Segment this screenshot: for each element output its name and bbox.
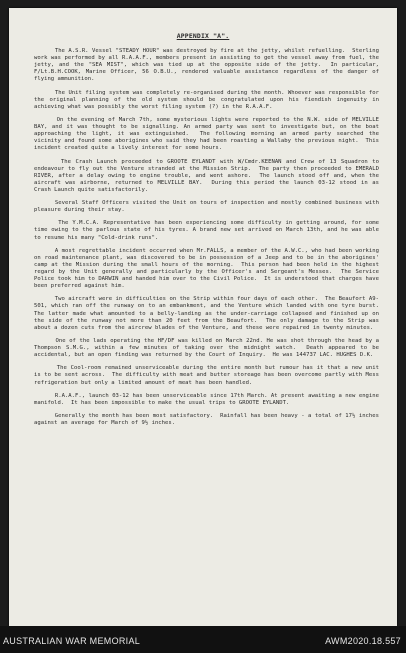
document-page bbox=[9, 8, 397, 626]
paragraph: R.A.A.F., launch 03-12 has been unserviceable since 17th March. At present awaiting a new engine manifold. It has been impossible to make the usual trips to GROOTE EYLANDT. bbox=[34, 392, 383, 406]
document-body bbox=[34, 48, 386, 434]
paragraph: The Crash Launch proceeded to GROOTE EYLANDT with W/Cmdr.KEENAN and Crew of 13 Squadron to endeavour to fly out the Venture stranded at the Mission Strip. The party then proceeded to EMERALD RIVER, after a delay owing to engine trouble, and went ashore. The launch stood off and, when the aircraft was airborne, returned to MELVILLE BAY. During this period the launch 03-12 stood in as Crash Launch quite satisfactorily. bbox=[34, 158, 383, 193]
paragraph: A most regrettable incident occurred when Mr.FALLS, a member of the A.W.C., who had been working on road maintenance plant, was discovered to be in possession of a Jeep and to be in the aborigines' camp at the Mission during the small hours of the morning. This person had been held in the highest regard by the Unit generally and particularly by the Officer's and Sergeant's Messes. The Service Police took him to DARWIN and handed him over to the Civil Police. It is understood that charges have been preferred against him. bbox=[34, 247, 383, 290]
paragraph: The Cool-room remained unserviceable during the entire month but rumour has it that a new unit is to be sent across. The difficulty with meat and butter storeage has been overcome partly with Mess refrigeration but only a limited amount of meat has been handled. bbox=[34, 365, 383, 386]
page-heading: APPENDIX "A". bbox=[176, 32, 230, 40]
archive-credit: AUSTRALIAN WAR MEMORIAL bbox=[3, 636, 141, 646]
paragraph: On the evening of March 7th, some mysterious lights were reported to the N.W. side of MELVILLE BAY, and it was thought to be signalling. An armed party was sent to investigate but, on the boat approaching the light, it was extinguished. The following morning an armed party searched the vicinity and found some aborigines who said they had been roasting a Wallaby the previous night. This incident created quite a lively interest for some hours. bbox=[34, 116, 383, 152]
paragraph: The Y.M.C.A. Representative has been experiencing some difficulty in getting around, for some time owing to the parlous state of his tyres. A brand new set arrived on March 13th, and he was able to resume his many "Cold-drink runs". bbox=[34, 220, 383, 241]
paragraph: Generally the month has been most satisfactory. Rainfall has been heavy - a total of 17½ inches against an average for March of 9½ inches. bbox=[34, 413, 383, 427]
paragraph: The A.S.R. Vessel "STEADY HOUR" was destroyed by fire at the jetty, whilst refuelling. Sterling work was performed by all R.A.A.F., members present in assisting to get the vessel away from fuel, the jetty, and the "SEA MIST", which was tied up at the opposite side of the jetty. In particular, F/Lt.B.H.COOK, Marine Officer, 56 O.B.U., rendered valuable assistance regardless of the danger of flying ammunition. bbox=[34, 48, 383, 83]
archive-footer bbox=[0, 626, 406, 653]
paragraph: Several Staff Officers visited the Unit on tours of inspection and mostly combined business with pleasure during their stay. bbox=[34, 200, 383, 214]
paragraph: One of the lads operating the HF/DF was killed on March 22nd. He was shot through the head by a Thompson S.M.G., within a few minutes of taking over the midnight watch. Death appeared to be accidental, but an open finding was returned by the Court of Inquiry. He was 144737 LAC. HUGHES D.K. bbox=[34, 337, 383, 359]
paragraph: The Unit filing system was completely re-organised during the month. Whoever was responsible for the original planning of the old system should be congratulated upon his fiendish ingenuity in achieving what was possibly the worst filing system (?) in the R.A.A.F. bbox=[34, 89, 383, 110]
accession-number: AWM2020.18.557 bbox=[325, 636, 401, 646]
paragraph: Two aircraft were in difficulties on the Strip within four days of each other. The Beaufort A9-501, which ran off the runway on to an embankment, and the Venture which landed with one tyre burst. The latter made what amounted to a belly-landing as the under-carriage collapsed and finished up on the side of the runway not more than 20 feet from the Beaufort. The only damage to the Strip was about a dozen cuts from the aircrew blades of the Venture, and these were repaired in twenty minutes. bbox=[34, 296, 386, 331]
